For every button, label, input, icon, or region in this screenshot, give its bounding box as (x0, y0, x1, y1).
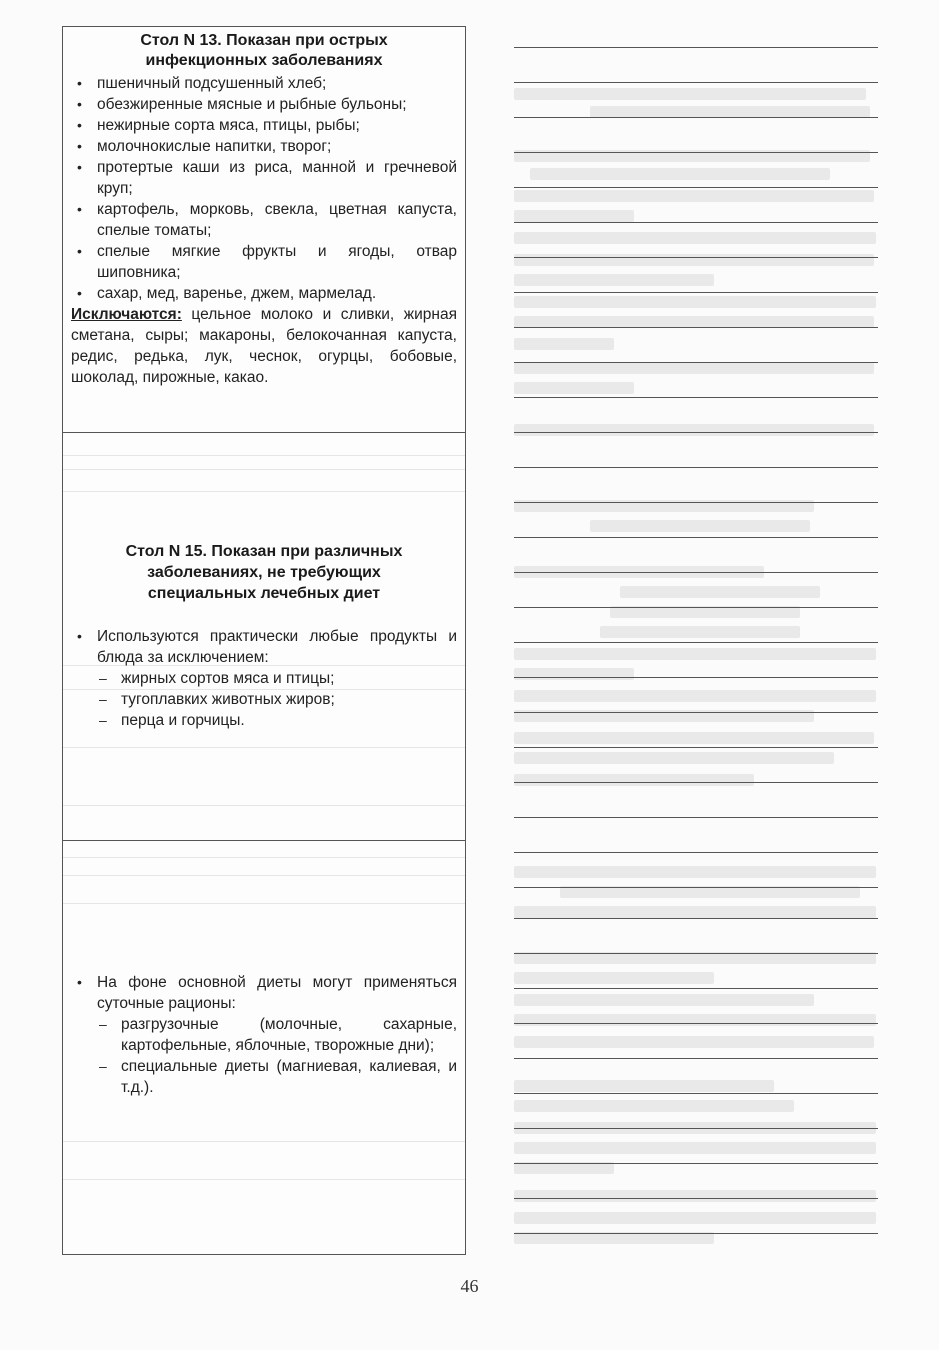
list-item: – перца и горчицы. (97, 710, 457, 731)
table15-title-line3: специальных лечебных диет (147, 585, 381, 602)
table15-intro: Используются практически любые продукты и блюда за исключением: (97, 628, 457, 666)
table13-excluded (71, 304, 457, 388)
list-item: – жирных сортов мяса и птицы; (97, 668, 457, 689)
table15-title-line2: заболеваниях, не требующих (147, 564, 381, 581)
table13-panel (62, 26, 466, 433)
notes-ruled-lines (514, 0, 878, 1260)
list-item: • спелые мягкие фрукты и ягоды, отвар шиповника; (71, 241, 457, 283)
list-item (71, 972, 457, 1098)
page-number: 46 (460, 1276, 479, 1296)
excluded-text: цельное молоко и сливки, жирная сметана, сыры; макароны, белокочанная капуста, редис, редька, лук, чеснок, огурцы, бобовые, шоколад, пирожные, какао. (71, 306, 457, 386)
table15-panel (62, 432, 466, 841)
list-item (71, 626, 457, 731)
table13-allowed-list (71, 73, 457, 304)
table15-list (71, 626, 457, 731)
list-item: • сахар, мед, варенье, джем, мармелад. (71, 283, 457, 304)
rations-panel (62, 840, 466, 1255)
list-item: • картофель, морковь, свекла, цветная капуста, спелые томаты; (71, 199, 457, 241)
table15-exceptions (97, 668, 457, 731)
list-item: – тугоплавких животных жиров; (97, 689, 457, 710)
list-item: • протертые каши из риса, манной и гречневой круп; (71, 157, 457, 199)
table15-title (71, 541, 457, 604)
list-item: – разгрузочные (молочные, сахарные, картофельные, яблочные, творожные дни); (97, 1014, 457, 1056)
table15-title-line1: Стол N 15. Показан при различных (125, 543, 403, 560)
list-item: • молочнокислые напитки, творог; (71, 136, 457, 157)
list-item: – специальные диеты (магниевая, калиевая, и т.д.). (97, 1056, 457, 1098)
rations-options (97, 1014, 457, 1098)
table13-title-line1: Стол N 13. Показан при острых (140, 32, 388, 49)
list-item: • пшеничный подсушенный хлеб; (71, 73, 457, 94)
rations-intro: На фоне основной диеты могут применяться суточные рационы: (97, 974, 457, 1012)
list-item: • обезжиренные мясные и рыбные бульоны; (71, 94, 457, 115)
table13-title (71, 31, 457, 71)
table13-title-line2: инфекционных заболеваниях (145, 52, 383, 69)
rations-list (71, 972, 457, 1098)
excluded-label: Исключаются: (71, 306, 182, 323)
list-item: • нежирные сорта мяса, птицы, рыбы; (71, 115, 457, 136)
